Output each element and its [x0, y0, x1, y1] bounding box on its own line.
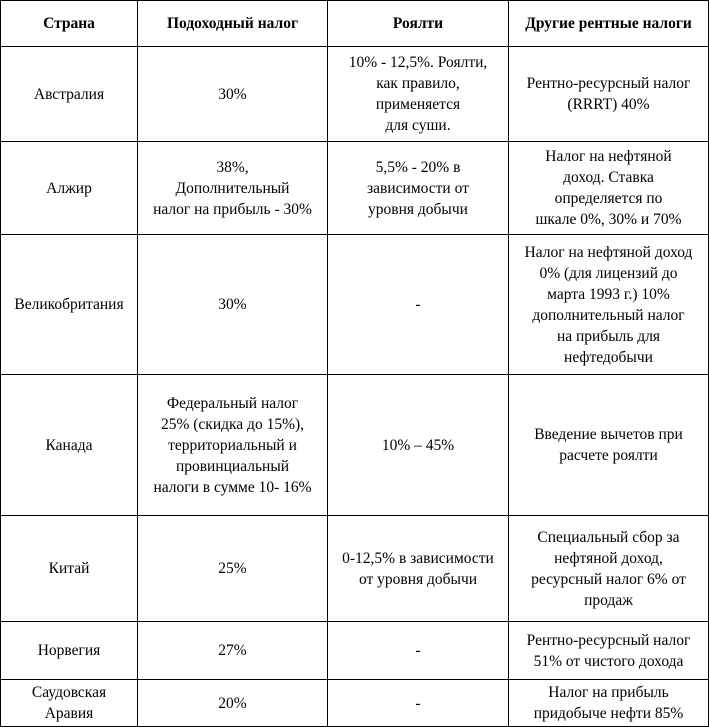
cell-other: Введение вычетов при расчете роялти: [509, 375, 709, 516]
table-row: [1, 375, 709, 516]
table-row: [1, 235, 709, 375]
cell-royalty: -: [328, 622, 509, 680]
cell-royalty: 5,5% - 20% в зависимости от уровня добычи: [328, 142, 509, 235]
cell-country: Норвегия: [1, 622, 138, 680]
table-row: [1, 142, 709, 235]
cell-royalty: 0-12,5% в зависимости от уровня добычи: [328, 516, 509, 622]
cell-other: Специальный сбор за нефтяной доход, ресурсный налог 6% от продаж: [509, 516, 709, 622]
cell-other: Налог на нефтяной доход 0% (для лицензий до марта 1993 г.) 10% дополнительный налог на прибыль для нефтедобычи: [509, 235, 709, 375]
cell-country: Австралия: [1, 47, 138, 142]
header-income-tax: Подоходный налог: [138, 1, 328, 47]
cell-country: Канада: [1, 375, 138, 516]
cell-royalty: -: [328, 235, 509, 375]
cell-country: Китай: [1, 516, 138, 622]
cell-other: Рентно-ресурсный налог (RRRT) 40%: [509, 47, 709, 142]
cell-country: Великобритания: [1, 235, 138, 375]
table-row: [1, 516, 709, 622]
cell-income-tax: 30%: [138, 235, 328, 375]
cell-royalty: 10% – 45%: [328, 375, 509, 516]
cell-other: Налог на прибыль придобыче нефти 85%: [509, 680, 709, 727]
header-row: [1, 1, 709, 47]
cell-income-tax: 38%, Дополнительный налог на прибыль - 30%: [138, 142, 328, 235]
table-row: [1, 622, 709, 680]
cell-income-tax: 20%: [138, 680, 328, 727]
cell-income-tax: 27%: [138, 622, 328, 680]
header-other-rent-taxes: Другие рентные налоги: [509, 1, 709, 47]
cell-country: Алжир: [1, 142, 138, 235]
header-royalty: Роялти: [328, 1, 509, 47]
cell-country: Саудовская Аравия: [1, 680, 138, 727]
header-country: Страна: [1, 1, 138, 47]
table-row: [1, 680, 709, 727]
cell-royalty: -: [328, 680, 509, 727]
cell-other: Налог на нефтяной доход. Ставка определяется по шкале 0%, 30% и 70%: [509, 142, 709, 235]
cell-other: Рентно-ресурсный налог 51% от чистого дохода: [509, 622, 709, 680]
cell-income-tax: 25%: [138, 516, 328, 622]
cell-income-tax: 30%: [138, 47, 328, 142]
cell-royalty: 10% - 12,5%. Роялти, как правило, применяется для суши.: [328, 47, 509, 142]
table-row: [1, 47, 709, 142]
cell-income-tax: Федеральный налог 25% (скидка до 15%), территориальный и провинциальный налоги в сумме 10- 16%: [138, 375, 328, 516]
